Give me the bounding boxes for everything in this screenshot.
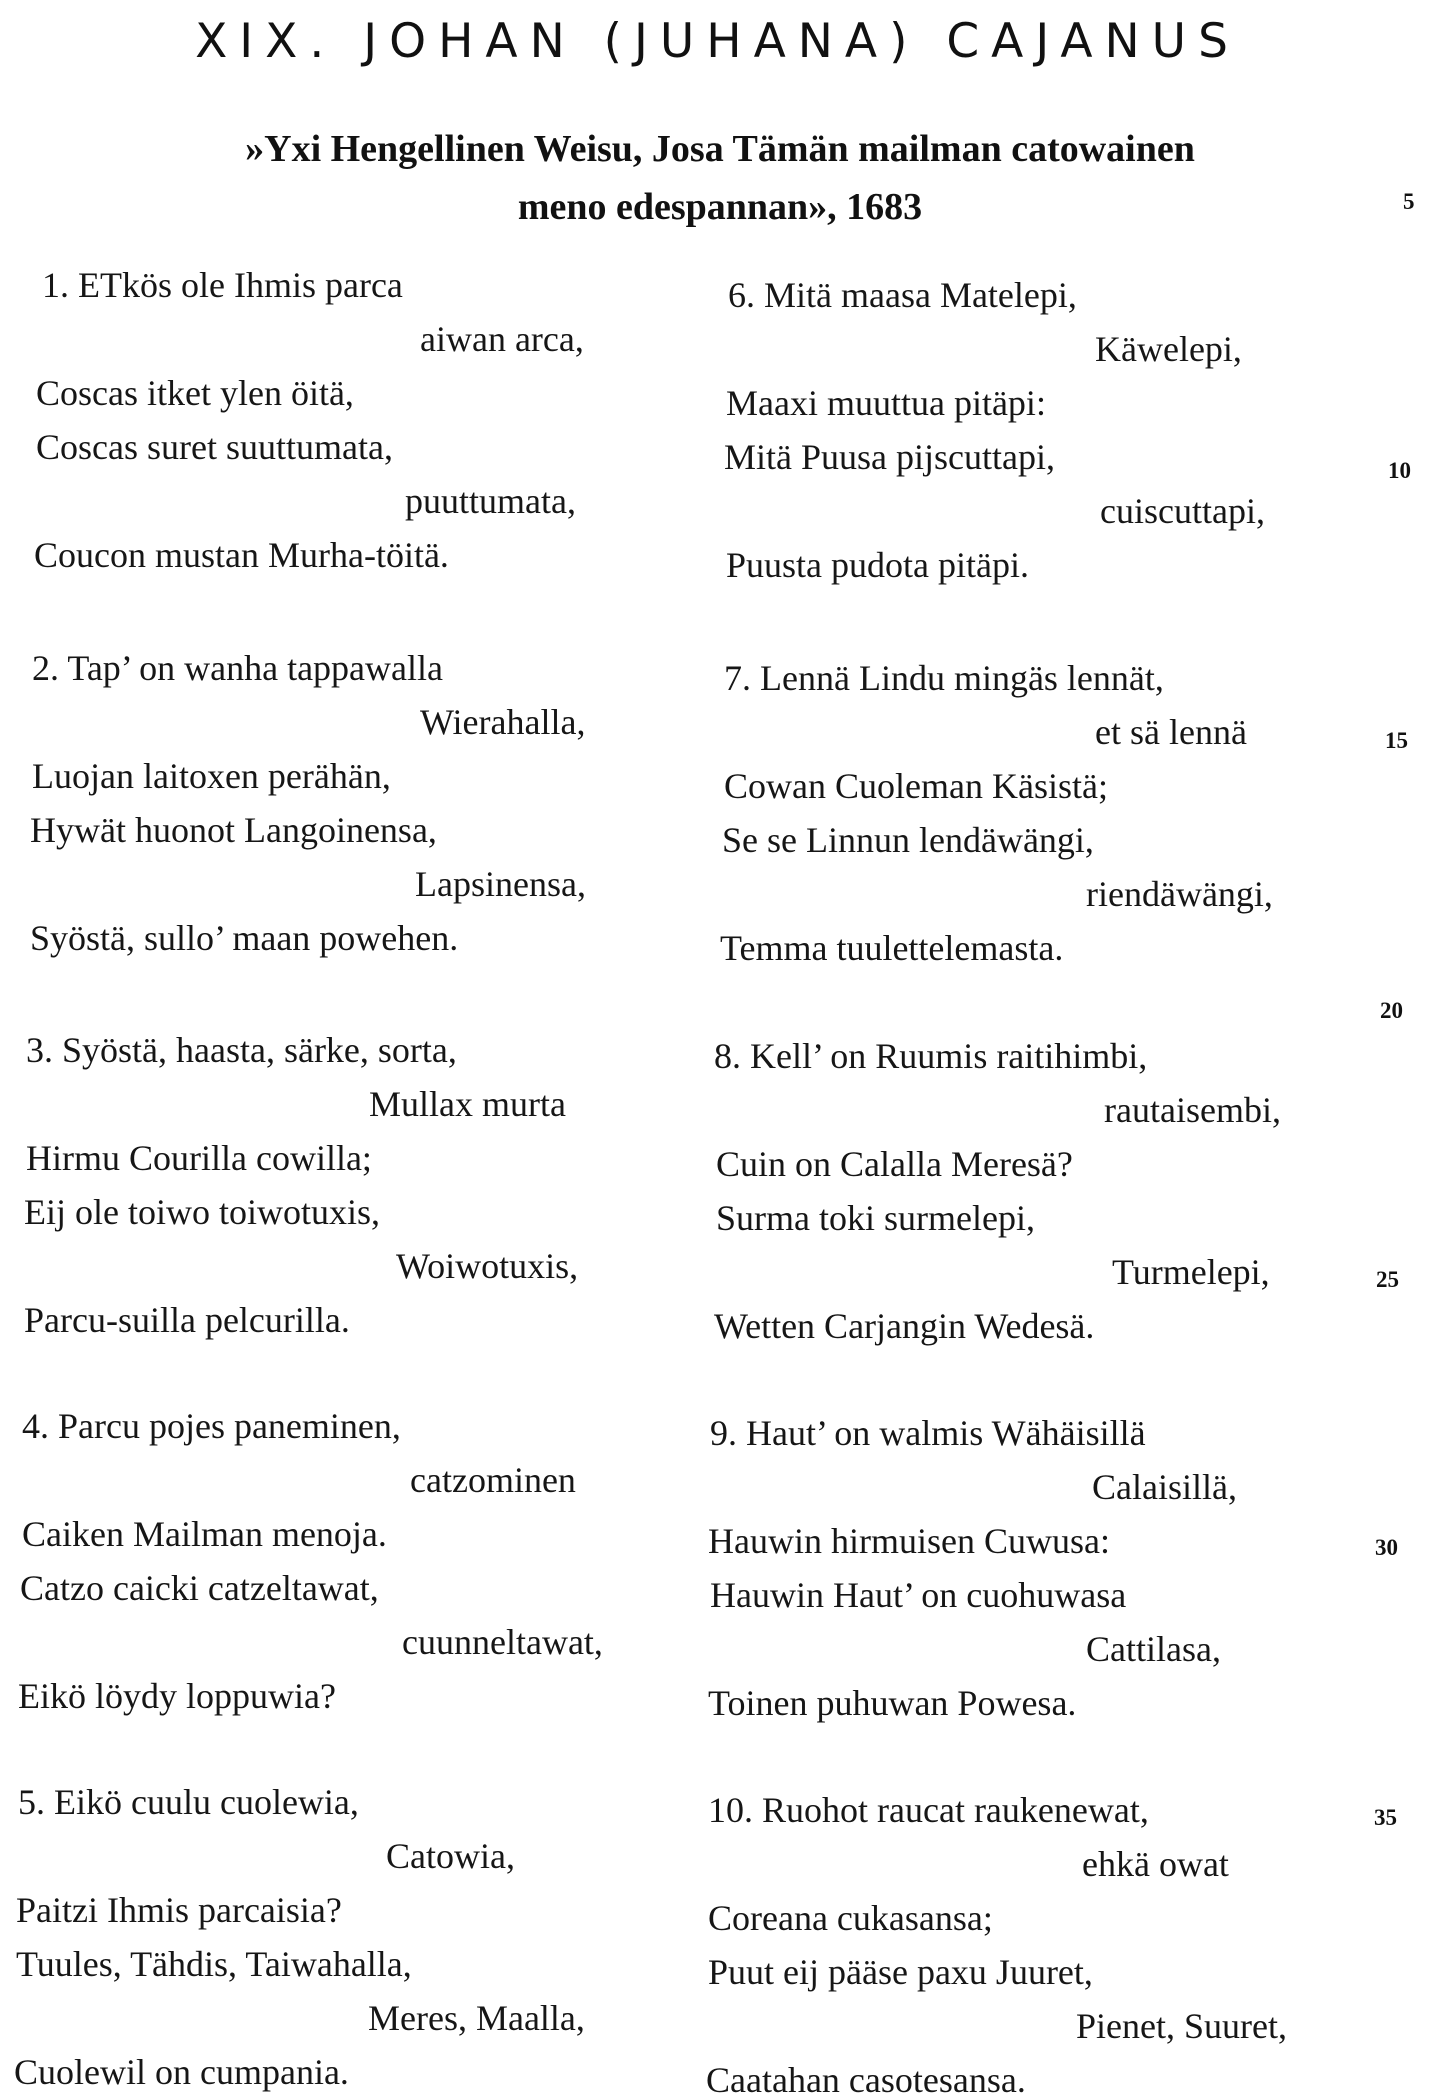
subtitle-line: »Yxi Hengellinen Weisu, Josa Tämän mailman catowainen [245, 128, 1195, 170]
verse-line: Caatahan casotesansa. [706, 2060, 1026, 2100]
verse-line: Wetten Carjangin Wedesä. [714, 1306, 1095, 1346]
verse-line: Coucon mustan Murha-töitä. [34, 535, 449, 575]
verse-line: 3. Syöstä, haasta, särke, sorta, [26, 1030, 457, 1070]
line-number: 10 [1388, 458, 1411, 483]
verse-line: 5. Eikö cuulu cuolewia, [18, 1782, 359, 1822]
verse-line: 10. Ruohot raucat raukenewat, [708, 1790, 1149, 1830]
verse-line: ehkä owat [1082, 1844, 1229, 1884]
verse-line: Temma tuulettelemasta. [720, 928, 1064, 968]
poem-subtitle [120, 120, 1320, 236]
verse-line: puuttumata, [405, 481, 576, 521]
verse-line: et sä lennä [1095, 712, 1247, 752]
verse-line: Turmelepi, [1112, 1252, 1270, 1292]
verse-line: Syöstä, sullo’ maan powehen. [30, 918, 459, 958]
verse-line: Cuolewil on cumpania. [14, 2052, 349, 2092]
verse-line: Maaxi muuttua pitäpi: [726, 383, 1046, 423]
verse-line: 2. Tap’ on wanha tappawalla [32, 648, 443, 688]
verse-line: catzominen [410, 1460, 576, 1500]
verse-line: Puut eij pääse paxu Juuret, [708, 1952, 1093, 1992]
verse-line: 6. Mitä maasa Matelepi, [728, 275, 1077, 315]
verse-line: Hirmu Courilla cowilla; [26, 1138, 372, 1178]
line-number: 20 [1380, 998, 1403, 1023]
verse-line: Lapsinensa, [415, 864, 586, 904]
verse-line: Cattilasa, [1086, 1629, 1221, 1669]
verse-line: Catowia, [386, 1836, 515, 1876]
verse-line: Paitzi Ihmis parcaisia? [16, 1890, 342, 1930]
verse-line: Surma toki surmelepi, [716, 1198, 1035, 1238]
verse-line: Wierahalla, [420, 702, 586, 742]
verse-line: cuunneltawat, [402, 1622, 603, 1662]
verse-line: Cuin on Calalla Meresä? [716, 1144, 1073, 1184]
subtitle-line: meno edespannan», 1683 [517, 186, 923, 228]
verse-line: Catzo caicki catzeltawat, [20, 1568, 379, 1608]
verse-line: Pienet, Suuret, [1076, 2006, 1287, 2046]
verse-line: aiwan arca, [420, 319, 584, 359]
verse-line: Caiken Mailman menoja. [22, 1514, 387, 1554]
verse-line: 7. Lennä Lindu mingäs lennät, [724, 658, 1164, 698]
verse-line: Se se Linnun lendäwängi, [722, 820, 1094, 860]
verse-line: Coscas itket ylen öitä, [36, 373, 354, 413]
verse-line: Hauwin Haut’ on cuohuwasa [710, 1575, 1127, 1615]
verse-line: Puusta pudota pitäpi. [726, 545, 1029, 585]
verse-line: cuiscuttapi, [1100, 491, 1265, 531]
verse-line: Parcu-suilla pelcurilla. [24, 1300, 350, 1340]
verse-line: 8. Kell’ on Ruumis raitihimbi, [714, 1036, 1148, 1076]
verse-line: Coscas suret suuttumata, [36, 427, 393, 467]
verse-line: Hauwin hirmuisen Cuwusa: [708, 1521, 1110, 1561]
verse-line: Meres, Maalla, [368, 1998, 585, 2038]
verse-line: Tuules, Tähdis, Taiwahalla, [16, 1944, 412, 1984]
verse-line: Woiwotuxis, [396, 1246, 579, 1286]
verse-line: Calaisillä, [1092, 1467, 1237, 1507]
verse-line: 9. Haut’ on walmis Wähäisillä [710, 1413, 1146, 1453]
verse-line: rautaisembi, [1104, 1090, 1281, 1130]
verse-line: 4. Parcu pojes paneminen, [22, 1406, 401, 1446]
line-number: 5 [1403, 189, 1415, 214]
verse-line: Coreana cukasansa; [708, 1898, 993, 1938]
verse-line: Toinen puhuwan Powesa. [708, 1683, 1077, 1723]
line-number: 35 [1374, 1805, 1397, 1830]
line-number: 30 [1375, 1535, 1398, 1560]
verse-line: Cowan Cuoleman Käsistä; [724, 766, 1108, 806]
verse-line: Mullax murta [369, 1084, 566, 1124]
verse-line: Eij ole toiwo toiwotuxis, [24, 1192, 380, 1232]
verse-line: Käwelepi, [1095, 329, 1242, 369]
verse-line: Luojan laitoxen perähän, [32, 756, 391, 796]
verse-line: riendäwängi, [1086, 874, 1273, 914]
verse-line: Hywät huonot Langoinensa, [30, 810, 437, 850]
verse-line: 1. ETkös ole Ihmis parca [42, 265, 403, 305]
line-number: 15 [1385, 728, 1408, 753]
line-number: 25 [1376, 1267, 1399, 1292]
verse-line: Eikö löydy loppuwia? [18, 1676, 336, 1716]
verse-line: Mitä Puusa pijscuttapi, [724, 437, 1055, 477]
page-title: XIX. JOHAN (JUHANA) CAJANUS [195, 14, 1240, 69]
